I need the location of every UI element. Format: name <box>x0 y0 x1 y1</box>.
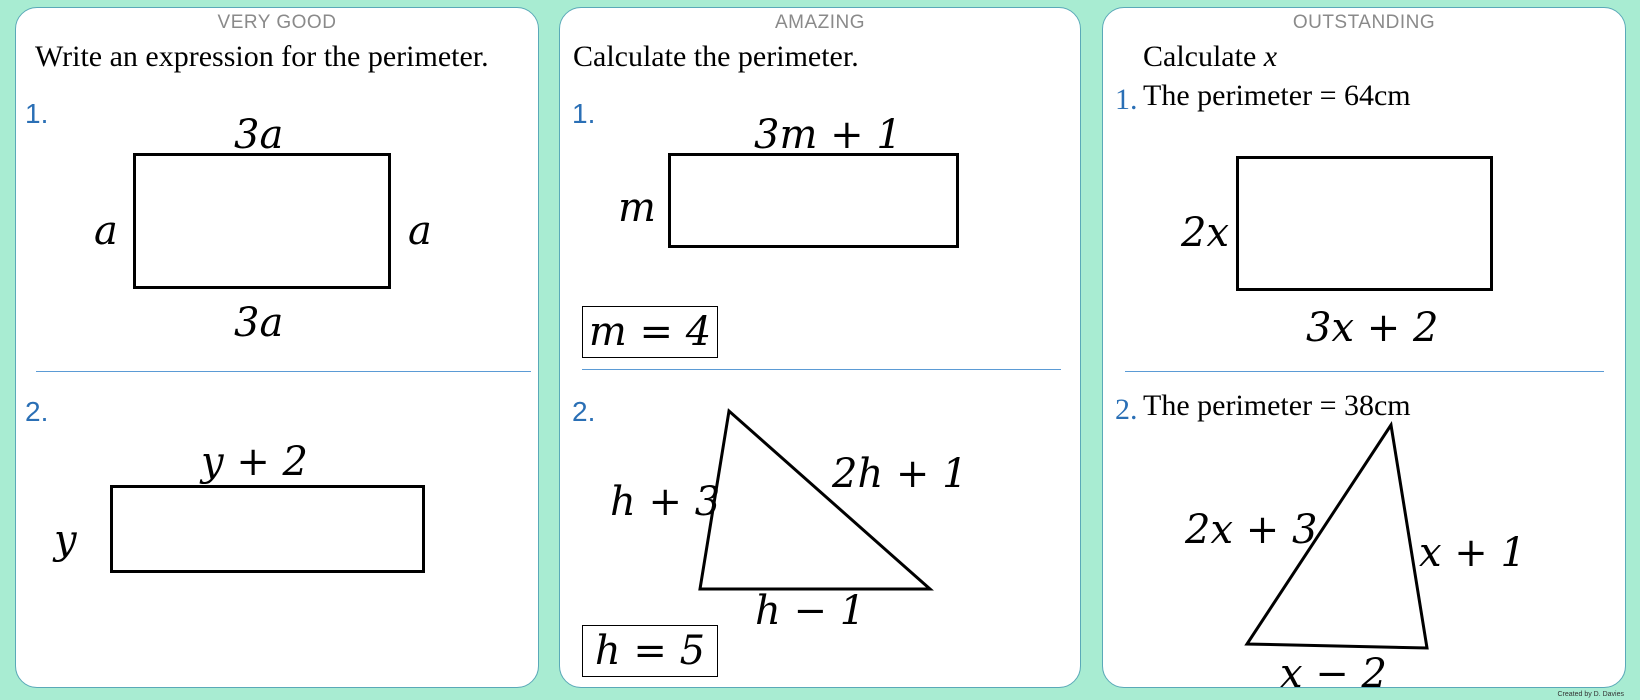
question-number: 1. <box>572 98 596 129</box>
rectangle-left-label: y <box>54 517 77 563</box>
triangle-left-label: h + 3 <box>610 479 721 525</box>
triangle-right-label: 2h + 1 <box>832 451 968 497</box>
rectangle-top-label: 3m + 1 <box>754 112 902 158</box>
triangle <box>560 8 1081 688</box>
triangle-bottom-label: h − 1 <box>755 588 866 634</box>
question-number: 2. <box>1115 393 1138 426</box>
question-statement: The perimeter = 64cm <box>1143 79 1411 112</box>
rectangle-right-label: a <box>408 208 432 254</box>
panel-outstanding <box>1102 7 1626 688</box>
question-number: 1. <box>1115 83 1138 116</box>
rectangle-left-label: m <box>618 185 656 231</box>
panel-heading: VERY GOOD <box>217 12 337 33</box>
panel-amazing <box>559 7 1081 688</box>
panel-heading: OUTSTANDING <box>1292 12 1436 33</box>
given-value-box: m = 4 <box>582 306 718 358</box>
question-number: 2. <box>25 396 49 427</box>
triangle-bottom-label: x − 2 <box>1280 651 1387 688</box>
rectangle-left-label: a <box>94 208 118 254</box>
triangle-left-label: 2x + 3 <box>1185 507 1318 553</box>
rectangle-bottom-label: 3a <box>234 300 284 346</box>
rectangle <box>110 485 425 573</box>
question-statement: The perimeter = 38cm <box>1143 389 1411 422</box>
panel-very-good <box>15 7 539 688</box>
question-number: 2. <box>572 396 596 427</box>
panel-heading: AMAZING <box>774 12 866 33</box>
instruction: Calculate the perimeter. <box>573 40 859 73</box>
divider <box>36 371 531 372</box>
rectangle-top-label: y + 2 <box>201 439 308 485</box>
credit-text: Created by D. Davies <box>1557 691 1624 698</box>
question-number: 1. <box>25 98 49 129</box>
triangle-right-label: x + 1 <box>1419 530 1526 576</box>
rectangle-top-label: 3a <box>234 112 284 158</box>
rectangle <box>133 153 391 289</box>
instruction: Calculate x <box>1143 40 1278 73</box>
rectangle-bottom-label: 3x + 2 <box>1306 305 1439 351</box>
instruction: Write an expression for the perimeter. <box>35 40 489 73</box>
rectangle-left-label: 2x <box>1181 210 1230 256</box>
triangle <box>1103 8 1626 688</box>
given-value-box: h = 5 <box>582 625 718 677</box>
